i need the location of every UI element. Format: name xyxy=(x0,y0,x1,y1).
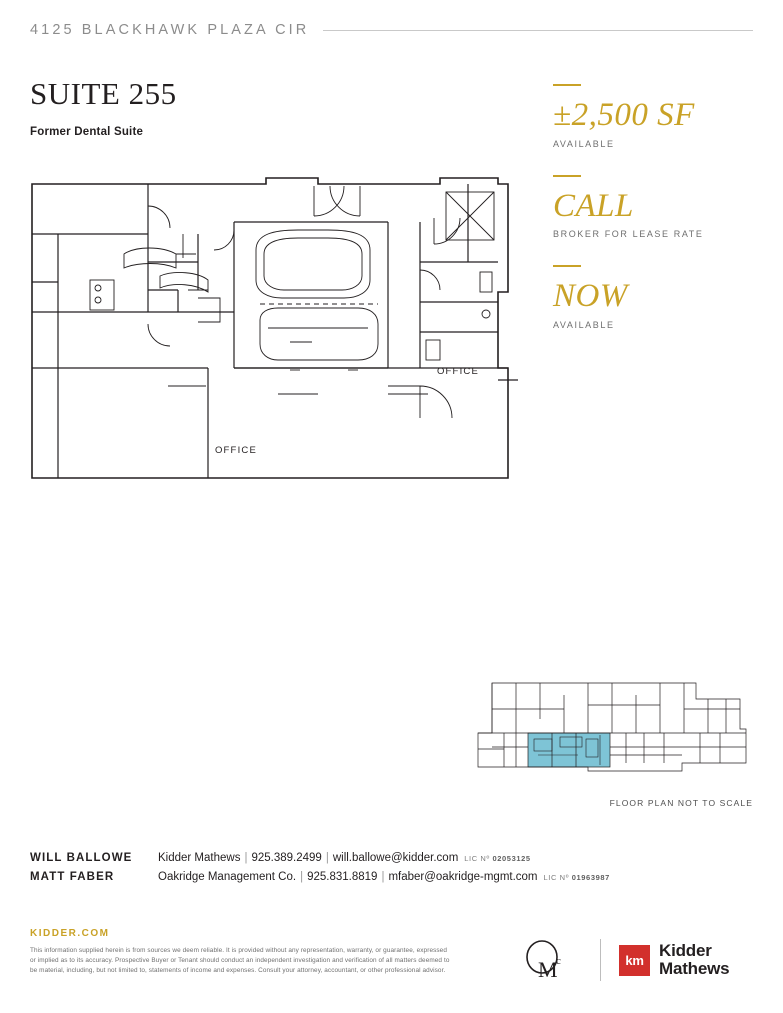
svg-text:c: c xyxy=(556,955,561,967)
km-wordmark-line1: Kidder xyxy=(659,941,712,961)
contact-separator: | xyxy=(244,852,248,864)
contact-license xyxy=(458,854,530,863)
callout-lease-rate xyxy=(553,175,753,240)
page-title: SUITE 255 xyxy=(30,76,177,111)
contact-license-number: 01963987 xyxy=(571,873,610,882)
km-wordmark xyxy=(659,942,729,977)
callout-availability-date xyxy=(553,265,753,330)
svg-text:M: M xyxy=(538,957,558,982)
callout-headline: ±2,500 SF xyxy=(553,97,695,133)
page-header xyxy=(30,22,753,38)
contact-company: Kidder Mathews xyxy=(158,852,241,864)
callout-rule xyxy=(553,265,581,267)
contact-name: WILL BALLOWE xyxy=(30,852,133,864)
contact-license-number: 02053125 xyxy=(492,854,531,863)
contact-separator: | xyxy=(381,871,385,883)
page-subtitle: Former Dental Suite xyxy=(30,126,144,138)
disclaimer-text: This information supplied herein is from sources we deem reliable. It is provided without any representation, warranty, or guarantee, expressed or implied as to its accuracy. Prospective Buyer or Tenant should conduct an independent investigation and verification of all matters deemed to be material, including, but not limited to, statements of income and expenses. Consult your attorney, accountant, or other professional advisor. xyxy=(30,947,450,974)
km-wordmark-line2: Mathews xyxy=(659,959,730,978)
contact-list xyxy=(30,852,753,890)
property-address: 4125 BLACKHAWK PLAZA CIR xyxy=(30,22,310,38)
contact-email[interactable]: will.ballowe@kidder.com xyxy=(332,852,459,864)
website-link[interactable]: KIDDER.COM xyxy=(30,928,110,939)
kidder-mathews-logo xyxy=(619,942,729,977)
callout-list xyxy=(553,84,753,356)
floor-plan-drawing xyxy=(28,172,518,497)
callout-rule xyxy=(553,175,581,177)
header-divider xyxy=(323,30,753,31)
contact-name: MATT FABER xyxy=(30,871,115,883)
oakridge-logo xyxy=(520,938,582,982)
callout-caption: AVAILABLE xyxy=(553,138,615,149)
callout-headline: NOW xyxy=(553,278,628,315)
callout-availability-size xyxy=(553,84,753,149)
floorplan-room-label-office-2: OFFICE xyxy=(214,445,258,456)
callout-rule xyxy=(553,84,581,86)
key-plan xyxy=(468,675,753,808)
footer-logos xyxy=(520,938,729,982)
floorplan-room-label-office-1: OFFICE xyxy=(436,366,480,377)
contact-phone[interactable]: 925.389.2499 xyxy=(251,852,322,864)
contact-license-label: LIC Nº xyxy=(464,854,490,863)
callout-caption: AVAILABLE xyxy=(553,319,615,330)
logo-divider xyxy=(600,939,601,981)
callout-caption: BROKER FOR LEASE RATE xyxy=(553,229,704,240)
contact-separator: | xyxy=(325,852,329,864)
contact-row xyxy=(30,871,753,883)
key-plan-note: FLOOR PLAN NOT TO SCALE xyxy=(609,798,753,808)
km-mark-icon: km xyxy=(619,945,650,976)
contact-phone[interactable]: 925.831.8819 xyxy=(307,871,378,883)
contact-separator: | xyxy=(300,871,304,883)
contact-email[interactable]: mfaber@oakridge-mgmt.com xyxy=(388,871,538,883)
contact-row xyxy=(30,852,753,864)
contact-company: Oakridge Management Co. xyxy=(158,871,297,883)
callout-headline: CALL xyxy=(553,187,634,224)
contact-license xyxy=(538,873,610,882)
contact-license-label: LIC Nº xyxy=(543,873,570,882)
